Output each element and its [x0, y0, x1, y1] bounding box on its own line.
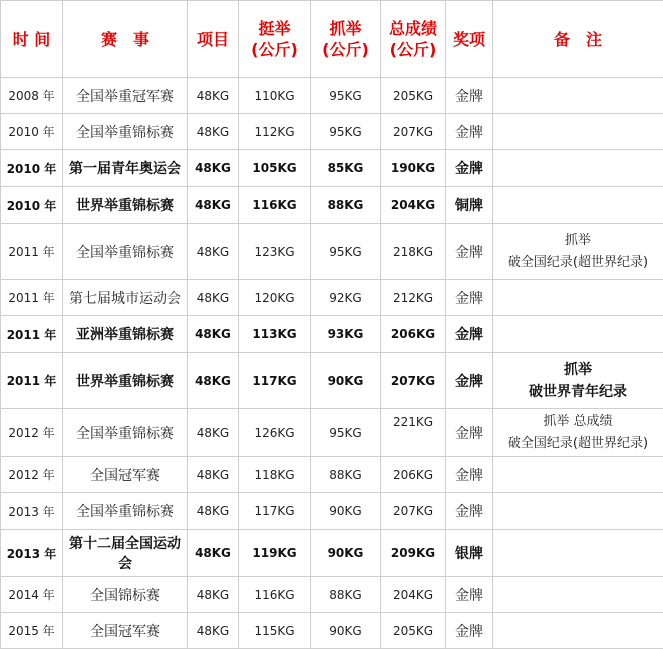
- note-line-2: 破全国纪录(超世界纪录): [507, 254, 649, 270]
- cell-time: 2012 年: [1, 409, 63, 457]
- table-row: [1, 613, 663, 649]
- header-time: 时 间: [1, 1, 63, 78]
- cell-time: 2011 年: [1, 316, 63, 353]
- cell-note: [493, 280, 663, 316]
- cell-time: 2010 年: [1, 150, 63, 187]
- cell-total: 212KG: [381, 280, 446, 316]
- cell-note: [493, 409, 663, 457]
- cell-snatch: 93KG: [311, 316, 381, 353]
- note-line-1: 抓举 总成绩: [543, 413, 613, 429]
- note-line-2: 破全国纪录(超世界纪录): [507, 435, 649, 451]
- cell-medal: 金牌: [446, 493, 493, 530]
- cell-clean-jerk: 120KG: [239, 280, 311, 316]
- cell-clean-jerk: 118KG: [239, 457, 311, 493]
- cell-time: 2010 年: [1, 187, 63, 224]
- cell-total: 207KG: [381, 114, 446, 150]
- cell-snatch: 90KG: [311, 530, 381, 577]
- table-row: [1, 316, 663, 353]
- table-row: [1, 457, 663, 493]
- cell-note: [493, 224, 663, 280]
- cell-total: 221KG: [381, 409, 446, 457]
- table-row: [1, 409, 663, 457]
- cell-category: 48KG: [188, 530, 239, 577]
- header-total: 总成绩 (公斤): [381, 1, 446, 78]
- cell-note: [493, 316, 663, 353]
- cell-medal: 铜牌: [446, 187, 493, 224]
- cell-clean-jerk: 123KG: [239, 224, 311, 280]
- cell-total: 206KG: [381, 316, 446, 353]
- cell-category: 48KG: [188, 150, 239, 187]
- cell-total: 218KG: [381, 224, 446, 280]
- cell-medal: 金牌: [446, 577, 493, 613]
- cell-clean-jerk: 110KG: [239, 78, 311, 114]
- cell-time: 2011 年: [1, 224, 63, 280]
- cell-medal: 金牌: [446, 280, 493, 316]
- cell-clean-jerk: 115KG: [239, 613, 311, 649]
- table-row: [1, 493, 663, 530]
- cell-event: 全国举重锦标赛: [63, 493, 188, 530]
- header-medal: 奖项: [446, 1, 493, 78]
- cell-note: [493, 577, 663, 613]
- cell-snatch: 95KG: [311, 78, 381, 114]
- cell-note: [493, 457, 663, 493]
- header-note: 备 注: [493, 1, 663, 78]
- cell-event: 全国冠军赛: [63, 457, 188, 493]
- cell-time: 2015 年: [1, 613, 63, 649]
- header-clean-jerk: 挺举 (公斤): [239, 1, 311, 78]
- note-line-1: 抓举: [564, 232, 591, 248]
- cell-category: 48KG: [188, 224, 239, 280]
- cell-medal: 金牌: [446, 457, 493, 493]
- header-row: [1, 1, 663, 78]
- cell-note: [493, 353, 663, 409]
- cell-medal: 金牌: [446, 353, 493, 409]
- cell-snatch: 95KG: [311, 224, 381, 280]
- cell-time: 2012 年: [1, 457, 63, 493]
- note-line-1: 抓举: [564, 361, 592, 378]
- cell-total: 204KG: [381, 577, 446, 613]
- table-row: [1, 114, 663, 150]
- cell-category: 48KG: [188, 316, 239, 353]
- cell-total: 209KG: [381, 530, 446, 577]
- cell-event: 世界举重锦标赛: [63, 353, 188, 409]
- cell-time: 2011 年: [1, 353, 63, 409]
- header-event: 赛 事: [63, 1, 188, 78]
- cell-snatch: 85KG: [311, 150, 381, 187]
- cell-snatch: 90KG: [311, 613, 381, 649]
- table-row: [1, 577, 663, 613]
- cell-category: 48KG: [188, 114, 239, 150]
- cell-clean-jerk: 117KG: [239, 493, 311, 530]
- table-row: [1, 150, 663, 187]
- cell-note: [493, 613, 663, 649]
- table-row: [1, 353, 663, 409]
- cell-event: 世界举重锦标赛: [63, 187, 188, 224]
- cell-medal: 金牌: [446, 78, 493, 114]
- cell-clean-jerk: 112KG: [239, 114, 311, 150]
- cell-time: 2011 年: [1, 280, 63, 316]
- cell-medal: 金牌: [446, 114, 493, 150]
- cell-total: 207KG: [381, 493, 446, 530]
- cell-category: 48KG: [188, 613, 239, 649]
- cell-note: [493, 493, 663, 530]
- cell-time: 2010 年: [1, 114, 63, 150]
- cell-snatch: 95KG: [311, 409, 381, 457]
- cell-clean-jerk: 126KG: [239, 409, 311, 457]
- cell-note: [493, 150, 663, 187]
- cell-snatch: 90KG: [311, 493, 381, 530]
- cell-clean-jerk: 117KG: [239, 353, 311, 409]
- cell-snatch: 95KG: [311, 114, 381, 150]
- table-row: [1, 78, 663, 114]
- header-category: 项目: [188, 1, 239, 78]
- cell-total: 205KG: [381, 613, 446, 649]
- cell-clean-jerk: 116KG: [239, 577, 311, 613]
- cell-time: 2014 年: [1, 577, 63, 613]
- cell-medal: 金牌: [446, 316, 493, 353]
- cell-event: 第七届城市运动会: [63, 280, 188, 316]
- cell-total: 204KG: [381, 187, 446, 224]
- cell-snatch: 90KG: [311, 353, 381, 409]
- cell-event: 亚洲举重锦标赛: [63, 316, 188, 353]
- cell-snatch: 88KG: [311, 187, 381, 224]
- header-snatch: 抓举 (公斤): [311, 1, 381, 78]
- cell-total: 206KG: [381, 457, 446, 493]
- cell-total: 190KG: [381, 150, 446, 187]
- cell-medal: 金牌: [446, 409, 493, 457]
- cell-category: 48KG: [188, 78, 239, 114]
- table-row: [1, 530, 663, 577]
- cell-medal: 金牌: [446, 224, 493, 280]
- cell-clean-jerk: 113KG: [239, 316, 311, 353]
- cell-medal: 金牌: [446, 150, 493, 187]
- cell-time: 2013 年: [1, 530, 63, 577]
- cell-category: 48KG: [188, 577, 239, 613]
- cell-note: [493, 530, 663, 577]
- cell-note: [493, 114, 663, 150]
- cell-time: 2013 年: [1, 493, 63, 530]
- cell-event: 第一届青年奥运会: [63, 150, 188, 187]
- cell-event: 全国锦标赛: [63, 577, 188, 613]
- cell-total: 205KG: [381, 78, 446, 114]
- table-row: [1, 224, 663, 280]
- cell-category: 48KG: [188, 280, 239, 316]
- cell-snatch: 88KG: [311, 577, 381, 613]
- cell-category: 48KG: [188, 353, 239, 409]
- cell-clean-jerk: 105KG: [239, 150, 311, 187]
- cell-note: [493, 187, 663, 224]
- note-line-2: 破世界青年纪录: [529, 383, 627, 400]
- cell-event: 全国冠军赛: [63, 613, 188, 649]
- cell-clean-jerk: 116KG: [239, 187, 311, 224]
- cell-note: [493, 78, 663, 114]
- cell-category: 48KG: [188, 187, 239, 224]
- cell-time: 2008 年: [1, 78, 63, 114]
- cell-snatch: 88KG: [311, 457, 381, 493]
- cell-event: 第十二届全国运动会: [63, 530, 188, 577]
- cell-snatch: 92KG: [311, 280, 381, 316]
- table-row: [1, 187, 663, 224]
- cell-clean-jerk: 119KG: [239, 530, 311, 577]
- cell-event: 全国举重锦标赛: [63, 409, 188, 457]
- cell-category: 48KG: [188, 493, 239, 530]
- cell-event: 全国举重冠军赛: [63, 78, 188, 114]
- table-row: [1, 280, 663, 316]
- cell-event: 全国举重锦标赛: [63, 224, 188, 280]
- cell-medal: 金牌: [446, 613, 493, 649]
- cell-category: 48KG: [188, 457, 239, 493]
- cell-total: 207KG: [381, 353, 446, 409]
- cell-event: 全国举重锦标赛: [63, 114, 188, 150]
- cell-medal: 银牌: [446, 530, 493, 577]
- cell-category: 48KG: [188, 409, 239, 457]
